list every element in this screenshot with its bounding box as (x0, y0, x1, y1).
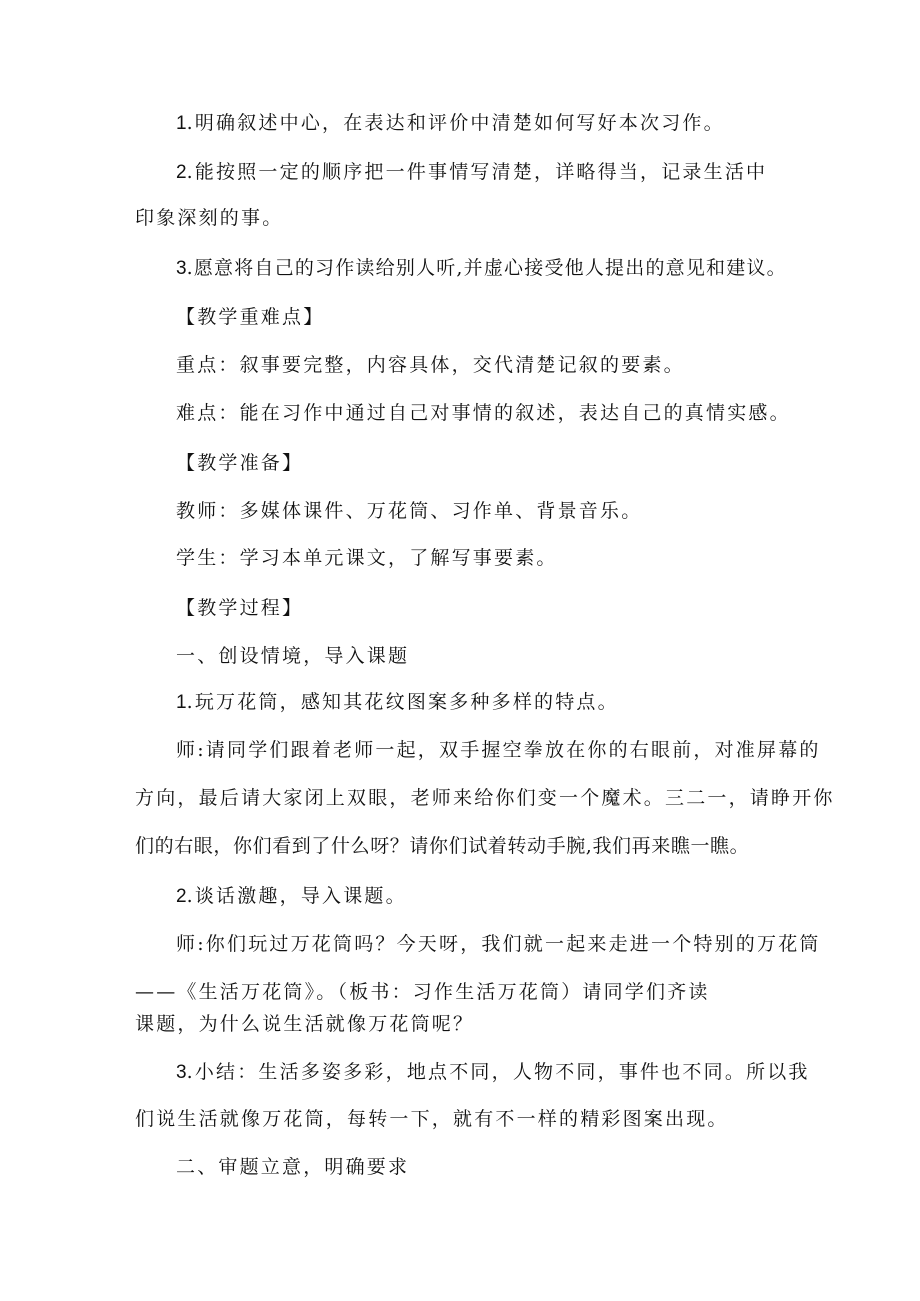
paragraph-line: ——《生活万花筒》。（板书：习作生活万花筒）请同学们齐读 (135, 981, 710, 1003)
objective-1 (176, 111, 725, 136)
step-text: .谈话激趣，导入课题。 (186, 885, 407, 907)
paragraph-line: 师:你们玩过万花筒吗？今天呀，我们就一起来走进一个特别的万花筒 (176, 933, 821, 955)
process-heading: 【教学过程】 (176, 597, 304, 619)
step-text: .玩万花筒，感知其花纹图案多种多样的特点。 (186, 691, 619, 713)
objective-text: .能按照一定的顺序把一件事情写清楚，详略得当，记录生活中 (186, 161, 768, 183)
objective-number: 1 (176, 113, 187, 134)
preparation-heading: 【教学准备】 (176, 452, 304, 474)
objective-3 (176, 256, 787, 281)
paragraph-line: 师:请同学们跟着老师一起，双手握空拳放在你的右眼前，对准屏幕的 (176, 739, 821, 761)
step-3 (176, 1060, 810, 1085)
step-text: .小结：生活多姿多彩，地点不同，人物不同，事件也不同。所以我 (186, 1061, 810, 1083)
section-heading-1: 一、创设情境，导入课题 (176, 645, 410, 667)
paragraph-line: 方向，最后请大家闭上双眼，老师来给你们变一个魔术。三二一，请睁开你 (135, 787, 835, 809)
key-points-heading: 【教学重难点】 (176, 306, 325, 328)
objective-2 (176, 160, 767, 185)
teacher-preparation: 教师：多媒体课件、万花筒、习作单、背景音乐。 (176, 500, 643, 522)
difficulty-point: 难点：能在习作中通过自己对事情的叙述，表达自己的真情实感。 (176, 402, 791, 424)
step-number: 3 (176, 1062, 187, 1083)
objective-text: .愿意将自己的习作读给别人听,并虚心接受他人提出的意见和建议。 (186, 257, 787, 279)
paragraph-line: 们的右眼，你们看到了什么呀？请你们试着转动手腕,我们再来瞧一瞧。 (135, 835, 750, 857)
step-1 (176, 690, 619, 715)
objective-number: 2 (176, 162, 187, 183)
paragraph-line: 们说生活就像万花筒，每转一下，就有不一样的精彩图案出现。 (135, 1108, 729, 1130)
step-number: 2 (176, 886, 187, 907)
step-2 (176, 884, 407, 909)
focus-point: 重点：叙事要完整，内容具体，交代清楚记叙的要素。 (176, 354, 685, 376)
step-number: 1 (176, 692, 187, 713)
section-heading-2: 二、审题立意，明确要求 (176, 1156, 410, 1178)
objective-2-continuation: 印象深刻的事。 (135, 207, 284, 229)
paragraph-line: 课题，为什么说生活就像万花筒呢？ (135, 1013, 475, 1035)
student-preparation: 学生：学习本单元课文，了解写事要素。 (176, 547, 558, 569)
objective-number: 3 (176, 258, 187, 279)
objective-text: .明确叙述中心，在表达和评价中清楚如何写好本次习作。 (186, 112, 725, 134)
